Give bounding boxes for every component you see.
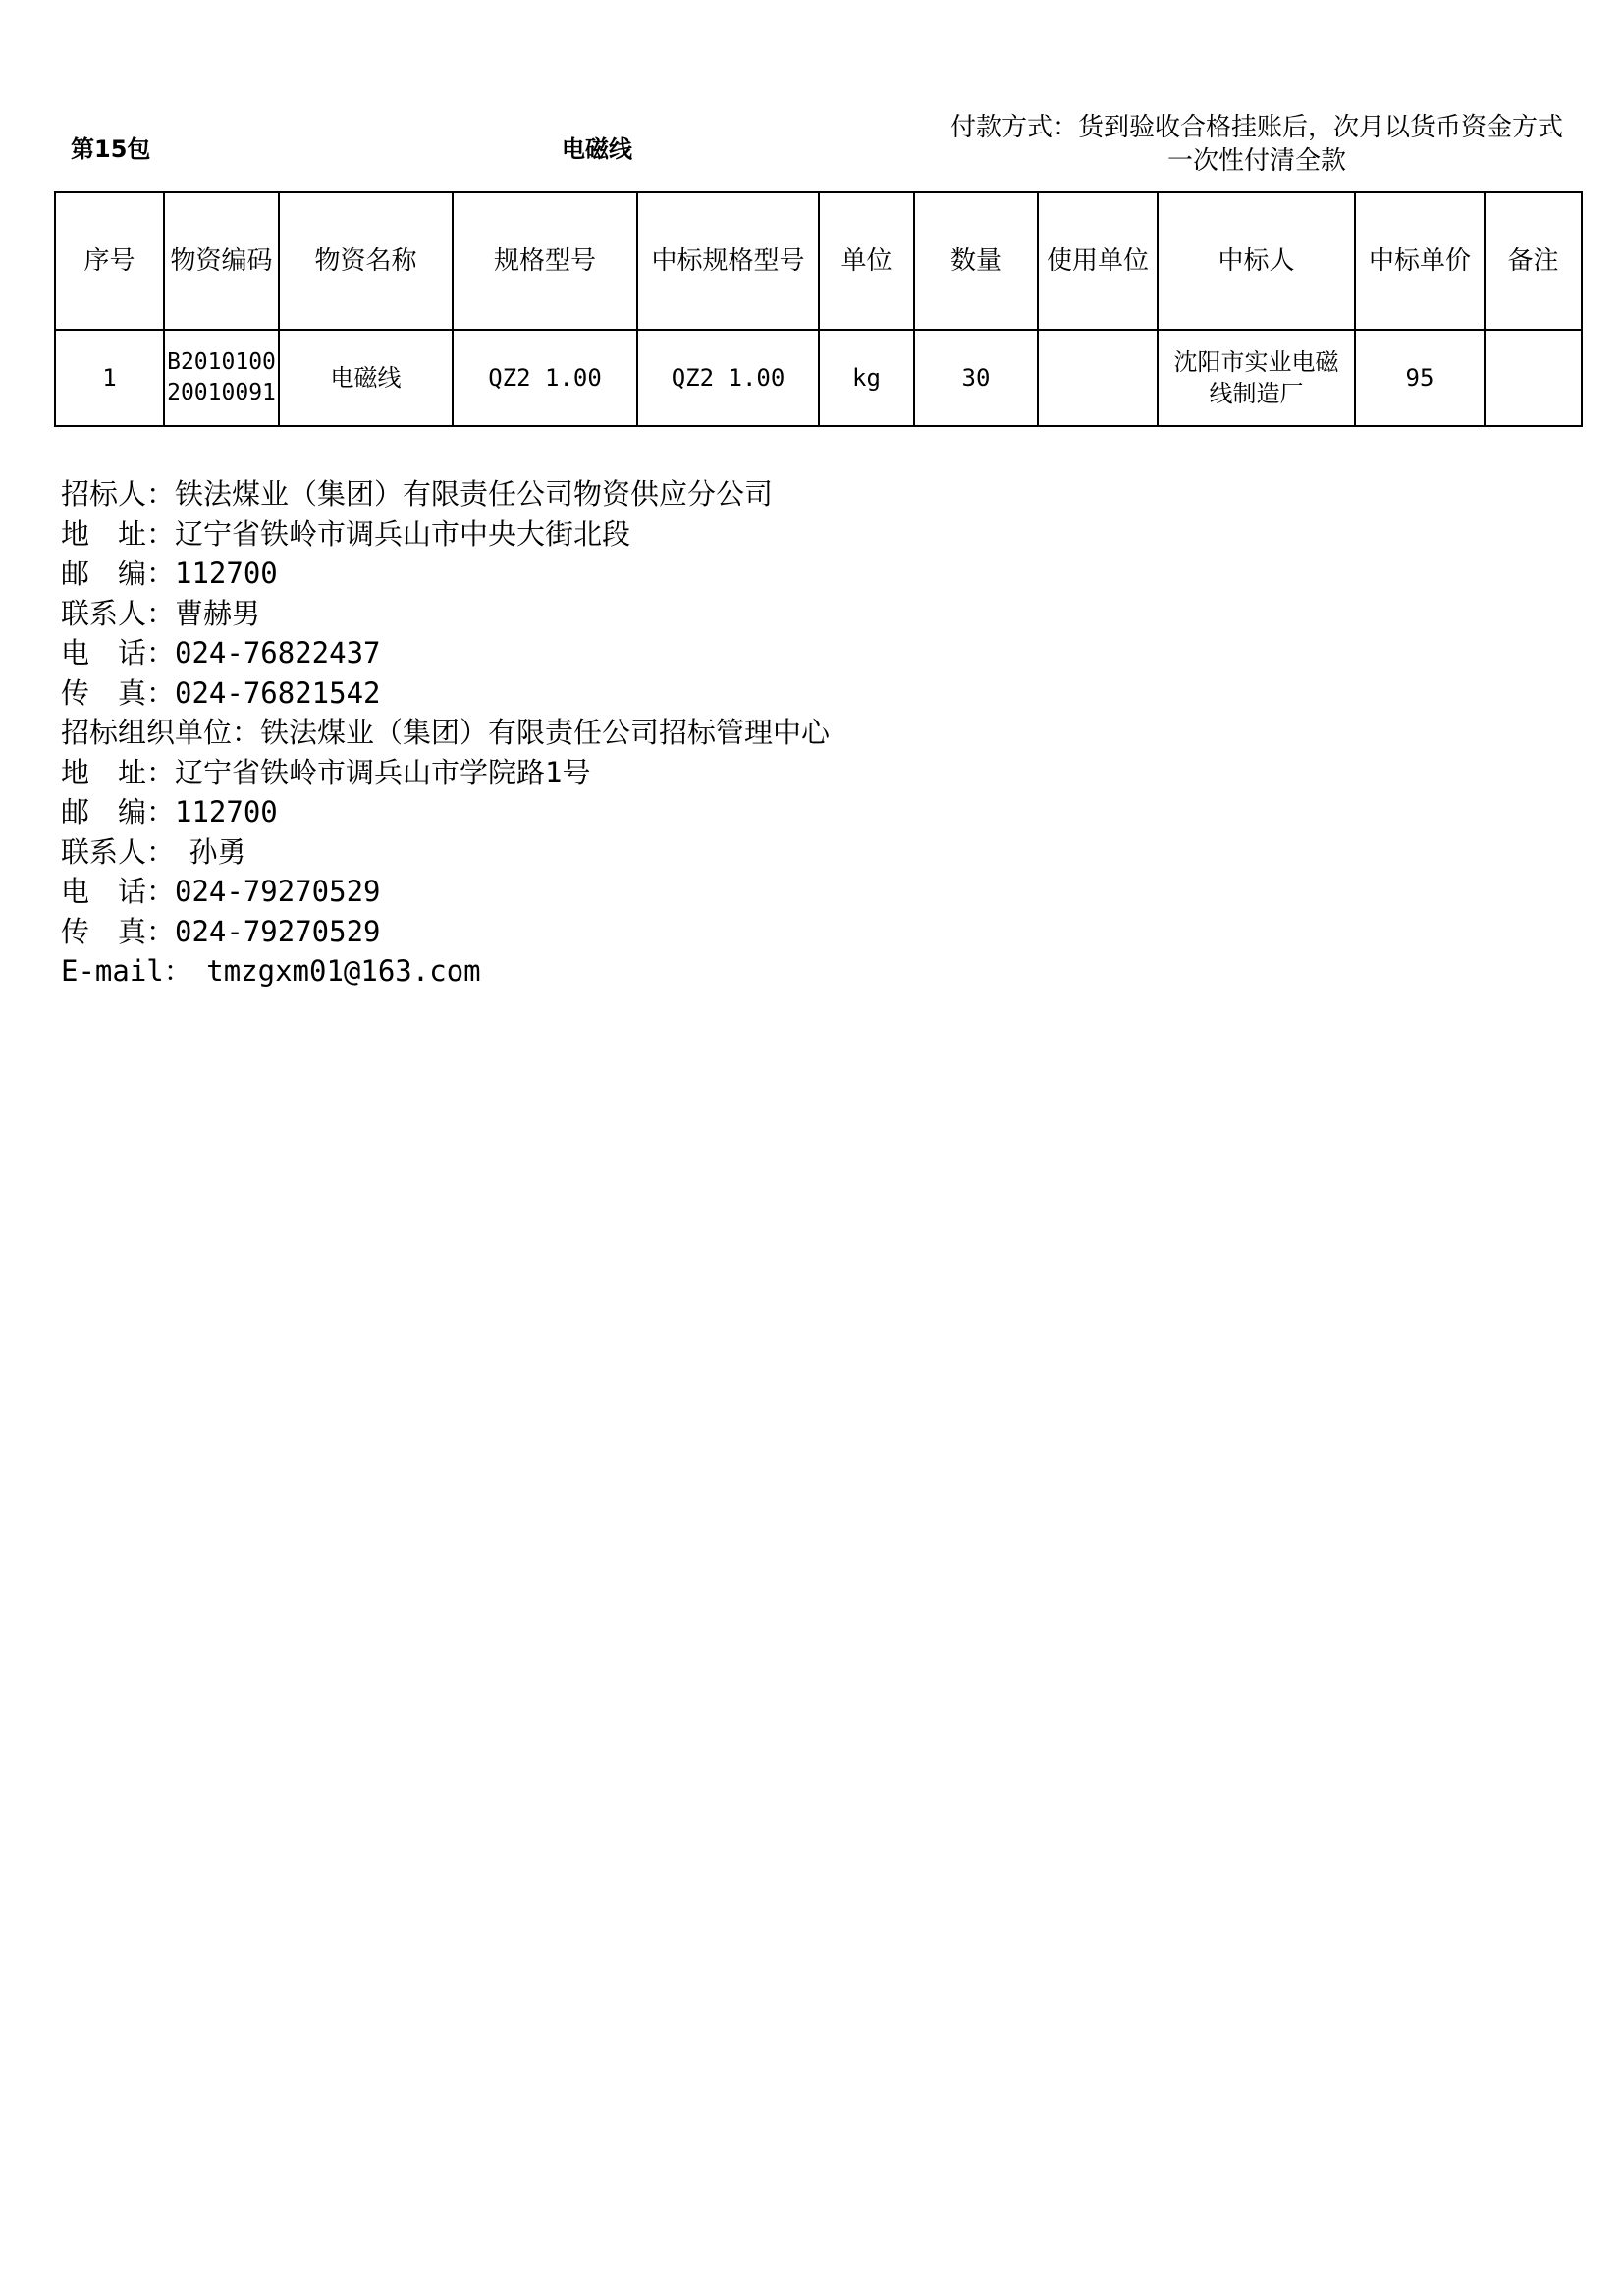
organizer-email-line: E-mail： tmzgxm01@163.com (61, 954, 481, 988)
contact-block (61, 474, 830, 991)
organizer-contact-line: 联系人： 孙勇 (61, 834, 246, 869)
cell-winner: 沈阳市实业电磁线制造厂 (1158, 330, 1355, 426)
column-header-index: 序号 (55, 192, 164, 330)
organizer-postcode-line: 邮 编：112700 (61, 795, 278, 828)
tenderer-phone-line: 电 话：024-76822437 (61, 636, 381, 669)
organizer-address-line: 地 址：辽宁省铁岭市调兵山市学院路1号 (61, 755, 591, 789)
cell-unit-price: 95 (1355, 330, 1485, 426)
package-label: 第15包 (71, 135, 151, 163)
tenderer-line: 招标人：铁法煤业（集团）有限责任公司物资供应分公司 (61, 477, 774, 510)
tenderer-contact-line: 联系人：曹赫男 (61, 596, 261, 630)
table-row (55, 330, 1582, 426)
column-header-user-unit: 使用单位 (1038, 192, 1158, 330)
payment-terms (913, 111, 1600, 178)
cell-spec: QZ2 1.00 (453, 330, 637, 426)
column-header-awarded-spec: 中标规格型号 (637, 192, 819, 330)
table-header-row (55, 192, 1582, 330)
column-header-material-name: 物资名称 (279, 192, 453, 330)
column-header-unit-price: 中标单价 (1355, 192, 1485, 330)
column-header-winner: 中标人 (1158, 192, 1355, 330)
column-header-remark: 备注 (1485, 192, 1582, 330)
tenderer-fax-line: 传 真：024-76821542 (61, 675, 381, 710)
cell-material-code: B201010020010091 (164, 330, 279, 426)
cell-user-unit (1038, 330, 1158, 426)
column-header-material-code: 物资编码 (164, 192, 279, 330)
organizer-phone-line: 电 话：024-79270529 (61, 875, 381, 908)
column-header-quantity: 数量 (914, 192, 1038, 330)
column-header-unit: 单位 (819, 192, 914, 330)
tenderer-address-line: 地 址：辽宁省铁岭市调兵山市中央大街北段 (61, 516, 631, 551)
cell-material-name: 电磁线 (279, 330, 453, 426)
organizer-line: 招标组织单位：铁法煤业（集团）有限责任公司招标管理中心 (61, 716, 831, 749)
organizer-fax-line: 传 真：024-79270529 (61, 914, 381, 948)
cell-index: 1 (55, 330, 164, 426)
cell-remark (1485, 330, 1582, 426)
payment-terms-line-2: 一次性付清全款 (1166, 146, 1346, 176)
payment-terms-line-1: 付款方式：货到验收合格挂账后，次月以货币资金方式 (949, 113, 1563, 142)
tenderer-postcode-line: 邮 编：112700 (61, 557, 278, 590)
category-label: 电磁线 (562, 135, 632, 163)
cell-unit: kg (819, 330, 914, 426)
cell-awarded-spec: QZ2 1.00 (637, 330, 819, 426)
column-header-spec: 规格型号 (453, 192, 637, 330)
cell-quantity: 30 (914, 330, 1038, 426)
award-table (54, 191, 1583, 427)
